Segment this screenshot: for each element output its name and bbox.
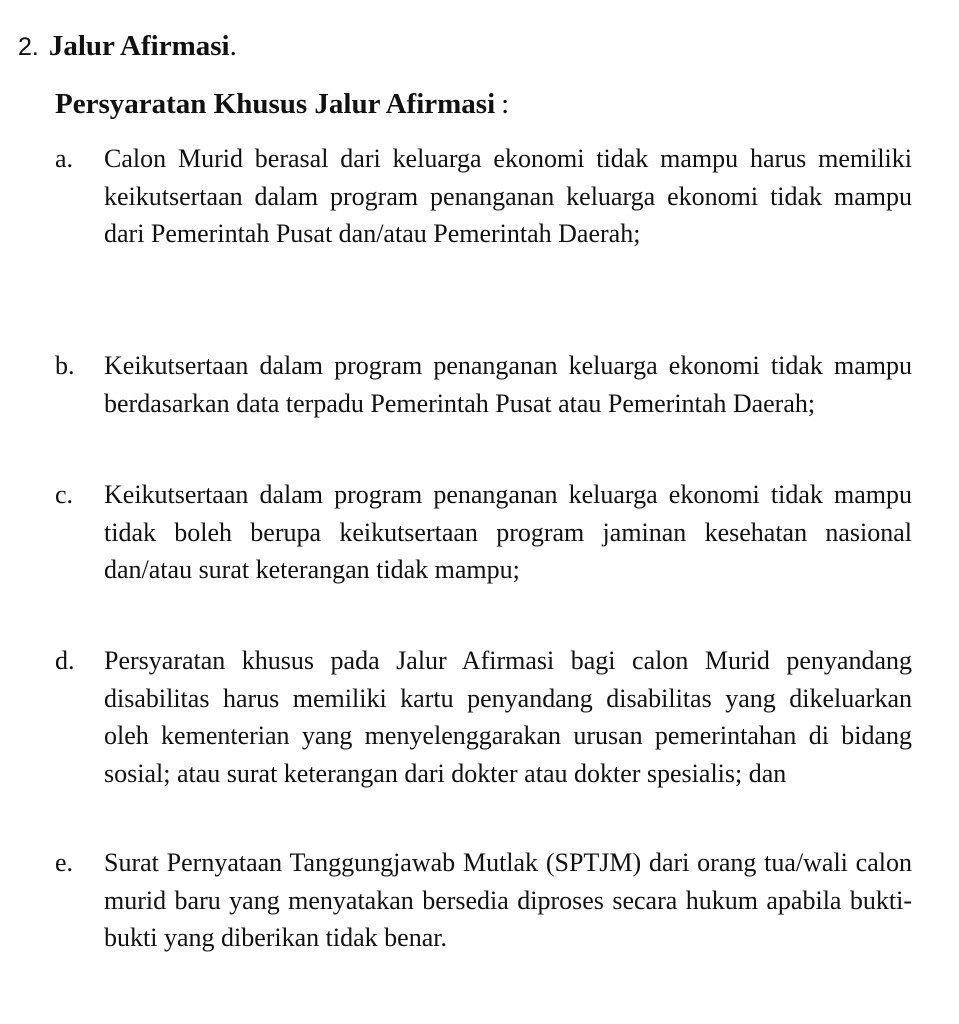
list-item-marker: b. [55,351,75,380]
list-item-text: Calon Murid berasal dari keluarga ekonomi tidak mampu harus memiliki keikutsertaan dalam program penanganan keluarga ekonomi tidak mampu dari Pemerintah Pusat dan/atau Pemerintah Daerah; [104,144,912,248]
list-item-text: Keikutsertaan dalam program penanganan keluarga ekonomi tidak mampu berdasarkan data terpadu Pemerintah Pusat atau Pemerintah Daerah; [104,351,912,418]
section-title-suffix: . [229,30,237,62]
requirements-heading-colon: : [501,88,510,120]
list-item-text: Keikutsertaan dalam program penanganan keluarga ekonomi tidak mampu tidak boleh berupa keikutsertaan program jaminan kesehatan nasional dan/atau surat keterangan tidak mampu; [104,480,912,584]
list-item [55,844,912,957]
list-item [55,140,912,253]
list-item-text: Surat Pernyataan Tanggungjawab Mutlak (SPTJM) dari orang tua/wali calon murid baru yang menyatakan bersedia diproses secara hukum apabila bukti-bukti yang diberikan tidak benar. [104,848,912,952]
requirements-heading-text: Persyaratan Khusus Jalur Afirmasi [55,88,496,120]
section-number: 2. [18,33,39,61]
list-item-marker: c. [55,480,74,509]
list-item [55,642,912,792]
list-item-marker: a. [55,144,74,173]
list-item [55,347,912,422]
section-title: Jalur Afirmasi [48,30,230,62]
list-item-marker: d. [55,646,75,675]
requirements-heading [55,84,509,124]
list-item [55,476,912,589]
list-item-marker: e. [55,848,74,877]
section-heading [18,26,237,67]
list-item-text: Persyaratan khusus pada Jalur Afirmasi bagi calon Murid penyandang disabilitas harus memiliki kartu penyandang disabilitas yang dikeluarkan oleh kementerian yang menyelenggarakan urusan pemerintahan di bidang sosial; atau surat keterangan dari dokter atau dokter spesialis; dan [104,646,912,788]
